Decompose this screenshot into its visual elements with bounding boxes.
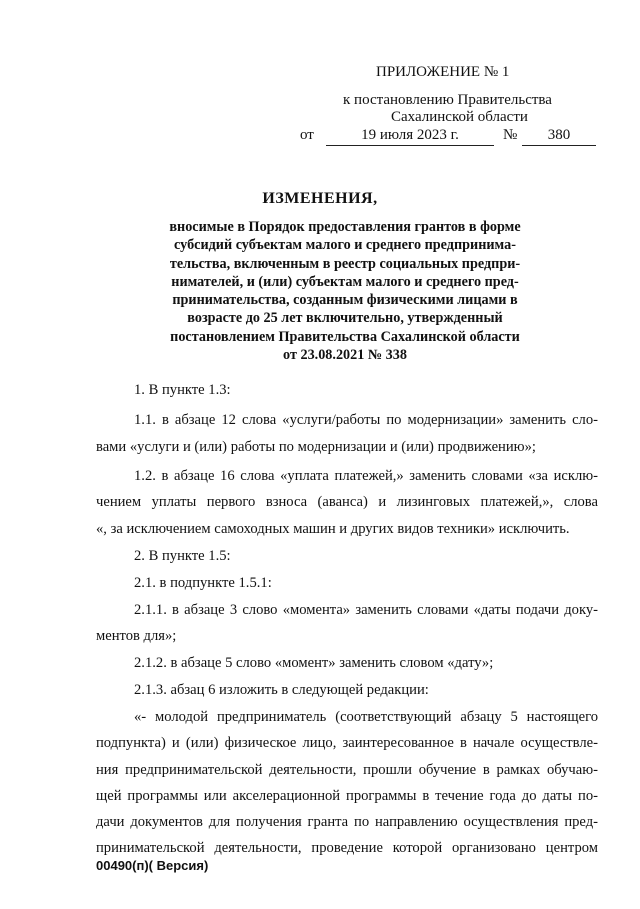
paragraph-1-1-line2: вами «услуги и (или) работы по модернизации и (или) продвижению»; (96, 439, 536, 455)
appendix-to-resolution: к постановлению Правительства (343, 92, 552, 108)
paragraph-2-1-1-line2: ментов для»; (96, 628, 177, 644)
appendix-region: Сахалинской области (391, 109, 528, 125)
paragraph-2-1: 2.1. в подпункте 1.5.1: (134, 575, 272, 591)
paragraph-2-1-1-line1: 2.1.1. в абзаце 3 слово «момента» заменить словами «даты подачи доку- (134, 602, 598, 618)
paragraph-1: 1. В пункте 1.3: (134, 382, 231, 398)
quote-line-4: щей программы или акселерационной программы в течение года до даты по- (96, 788, 598, 804)
paragraph-2-1-2: 2.1.2. в абзаце 5 слово «момент» заменить словом «дату»; (134, 655, 494, 671)
quote-line-3: ния предпринимательской деятельности, прошли обучение в рамках обучаю- (96, 762, 598, 778)
resolution-number: 380 (522, 127, 596, 146)
paragraph-1-2-line2: чением уплаты первого взноса (аванса) и лизинговых платежей,», слова (96, 494, 598, 510)
document-code: 00490(п)( Версия) (96, 858, 209, 873)
document-subtitle (140, 218, 550, 364)
subtitle-line: нимателей, и (или) субъектам малого и среднего пред- (171, 273, 519, 290)
quote-line-2: подпункта) и (или) физическое лицо, заинтересованное в начале осуществле- (96, 735, 598, 751)
quote-line-5: дачи документов для получения гранта по направлению осуществления пред- (96, 814, 598, 830)
quote-line-6: принимательской деятельности, проведение которой организовано центром (96, 840, 598, 856)
document-title: ИЗМЕНЕНИЯ, (262, 190, 378, 207)
subtitle-line: вносимые в Порядок предоставления грантов в форме (169, 219, 521, 235)
paragraph-1-2-line3: «, за исключением самоходных машин и других видов техники» исключить. (96, 521, 570, 537)
paragraph-2: 2. В пункте 1.5: (134, 548, 231, 564)
from-label: от (300, 127, 314, 143)
appendix-date-row (300, 127, 600, 149)
subtitle-line: от 23.08.2021 № 338 (283, 347, 407, 364)
number-label: № (503, 127, 518, 143)
paragraph-1-1-line1: 1.1. в абзаце 12 слова «услуги/работы по модернизации» заменить сло- (134, 412, 598, 428)
subtitle-line: принимательства, созданным физическими лицами в (172, 292, 518, 309)
paragraph-1-2-line1: 1.2. в абзаце 16 слова «уплата платежей,» заменить словами «за исклю- (134, 468, 598, 484)
paragraph-2-1-3: 2.1.3. абзац 6 изложить в следующей редакции: (134, 682, 429, 698)
resolution-date: 19 июля 2023 г. (326, 127, 494, 146)
quote-line-1: «- молодой предприниматель (соответствующий абзацу 5 настоящего (134, 709, 598, 725)
appendix-title: ПРИЛОЖЕНИЕ № 1 (376, 64, 510, 80)
subtitle-line: возрасте до 25 лет включительно, утвержденный (187, 310, 503, 327)
subtitle-line: тельства, включенным в реестр социальных предпри- (169, 255, 521, 272)
subtitle-line: субсидий субъектам малого и среднего предпринима- (174, 237, 516, 254)
subtitle-line: постановлением Правительства Сахалинской области (170, 328, 520, 345)
